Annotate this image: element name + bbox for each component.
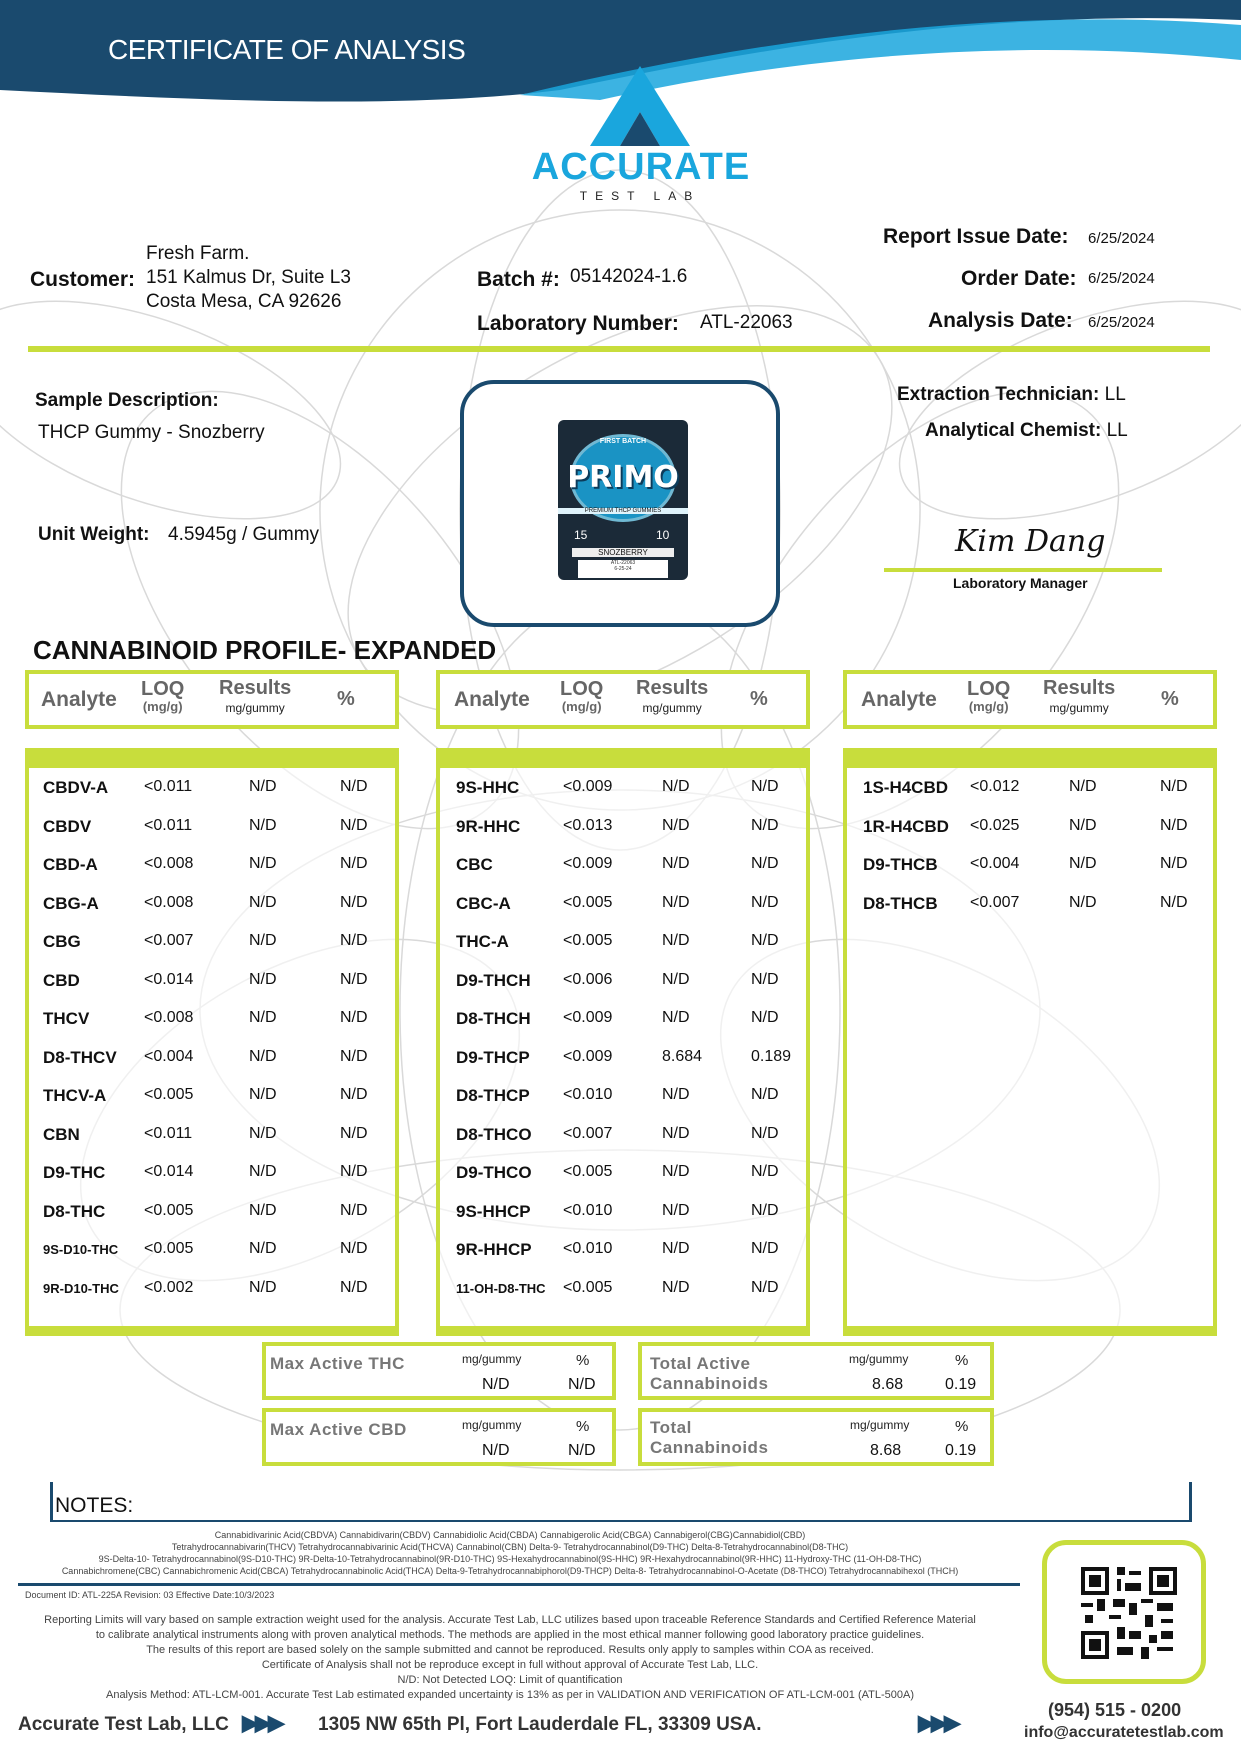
max-cbd-box — [262, 1408, 616, 1466]
cell-analyte: 9R-HHC — [456, 816, 521, 836]
order-date-value: 6/25/2024 — [1088, 270, 1155, 287]
unit-weight-label: Unit Weight: — [38, 524, 150, 545]
order-date-label: Order Date: — [961, 267, 1077, 290]
disclaimer-4: Certificate of Analysis shall not be reproduce except in full without approval of Accurate Test Lab, LLC. — [261, 1659, 759, 1671]
header-results: Results mg/gummy — [1043, 677, 1116, 715]
cell-pct: N/D — [340, 855, 368, 872]
max-cbd-pct: N/D — [568, 1442, 596, 1459]
notes-box — [50, 1482, 1192, 1522]
table-row — [440, 961, 806, 1000]
signature-line — [884, 568, 1162, 572]
footer-email[interactable]: info@accuratetestlab.com — [1024, 1724, 1224, 1741]
cell-analyte: THCV — [43, 1009, 90, 1028]
max-thc-box — [262, 1342, 616, 1400]
disclaimer-2: to calibrate analytical instruments along with proven analytical methods. The methods are applied in the most ethical manner following good laboratory practice guidelines. — [95, 1629, 925, 1641]
total-active-box — [638, 1342, 994, 1400]
product-package — [558, 420, 688, 580]
cell-result: N/D — [249, 1086, 277, 1103]
cell-pct: N/D — [340, 816, 368, 834]
cell-analyte: THCV-A — [43, 1086, 107, 1105]
cell-result: N/D — [249, 893, 277, 911]
glossary-line-3: 9S-Delta-10- Tetrahydrocannabinol(9S-D10-THC) 9R-Delta-10-Tetrahydrocannabinol(9R-D10-THC) 9S-Hexahydrocannabinol(9S-HHC) 9R-Hexahydrocannabinol(9R-HHC) 11-Hydroxy-THC (11-OH-D8-THC) — [98, 1554, 922, 1564]
cell-analyte: D8-THCO — [456, 1124, 532, 1144]
table-row — [29, 1230, 395, 1269]
cell-result: N/D — [249, 816, 277, 834]
cell-analyte: CBD-A — [43, 855, 98, 874]
cell-loq: <0.010 — [563, 1201, 613, 1219]
package-count-left: 15 — [574, 528, 588, 542]
cell-result: N/D — [662, 855, 690, 872]
cell-result: N/D — [249, 1163, 277, 1180]
doc-id: Document ID: ATL-225A Revision: 03 Effective Date:10/3/2023 — [25, 1590, 275, 1600]
disclaimer-5: N/D: Not Detected LOQ: Limit of quantification — [397, 1674, 623, 1686]
cell-analyte: CBD — [43, 970, 80, 990]
chevron-right-icon: ▶▶▶ — [918, 1710, 957, 1735]
extraction-tech-label: Extraction Technician: — [897, 384, 1100, 405]
section-title: CANNABINOID PROFILE- EXPANDED — [33, 635, 497, 665]
max-cbd-label: Max Active CBD — [270, 1420, 407, 1439]
footer-company: Accurate Test Lab, LLC — [18, 1714, 229, 1735]
cell-result: N/D — [662, 778, 690, 795]
cell-result: N/D — [1069, 816, 1097, 834]
sticker-line1: ATL-22063 — [610, 560, 636, 566]
cell-result: N/D — [1069, 893, 1097, 911]
cell-loq: <0.009 — [563, 1009, 613, 1026]
table-row — [440, 884, 806, 923]
panel-body — [436, 748, 810, 1336]
table-row — [847, 845, 1213, 884]
batch-value: 05142024-1.6 — [570, 266, 688, 287]
cell-pct: N/D — [751, 855, 779, 872]
cell-analyte: CBG — [43, 932, 81, 951]
cell-loq: <0.013 — [563, 816, 613, 834]
cell-analyte: D8-THCB — [863, 893, 938, 913]
max-cbd-unit-mg: mg/gummy — [462, 1418, 522, 1432]
cell-pct: N/D — [751, 1086, 779, 1103]
batch-label: Batch #: — [477, 268, 560, 291]
cell-loq: <0.005 — [563, 893, 613, 911]
chemist-value: LL — [1101, 420, 1128, 441]
table-row — [440, 768, 806, 807]
table-row — [847, 768, 1213, 807]
cell-result: N/D — [662, 893, 690, 911]
cell-result: N/D — [662, 1086, 690, 1103]
cell-analyte: 9R-D10-THC — [43, 1280, 119, 1296]
analysis-date-value: 6/25/2024 — [1088, 314, 1155, 331]
cell-pct: N/D — [751, 1124, 779, 1142]
cell-analyte: CBN — [43, 1124, 80, 1144]
table-row — [440, 1153, 806, 1192]
cell-result: N/D — [1069, 778, 1097, 795]
cell-pct: N/D — [751, 893, 779, 911]
cell-analyte: 1S-H4CBD — [863, 778, 949, 797]
sample-desc-label: Sample Description: — [35, 390, 219, 411]
cell-result: N/D — [662, 1240, 690, 1257]
cell-loq: <0.008 — [144, 855, 194, 872]
lab-number-value: ATL-22063 — [700, 312, 793, 333]
cell-analyte: 9S-D10-THC — [43, 1242, 119, 1257]
cell-result: N/D — [662, 1124, 690, 1142]
logo-icon — [590, 66, 690, 148]
cell-pct: N/D — [1160, 816, 1188, 834]
total-active-unit-mg: mg/gummy — [849, 1352, 909, 1366]
panel-header — [25, 670, 399, 729]
package-top-text: FIRST BATCH — [599, 438, 647, 445]
cell-loq: <0.007 — [970, 893, 1020, 911]
total-label1: Total — [650, 1418, 692, 1437]
cell-analyte: CBG-A — [43, 893, 99, 913]
cell-pct: N/D — [751, 778, 779, 795]
report-issue-value: 6/25/2024 — [1088, 230, 1155, 247]
package-sub: PREMIUM THCP GUMMIES — [558, 508, 688, 514]
cell-loq: <0.004 — [144, 1047, 194, 1065]
table-row — [29, 1269, 395, 1308]
qr-code-frame — [1042, 1540, 1206, 1684]
table-row — [440, 1038, 806, 1077]
cell-pct: N/D — [751, 1240, 779, 1257]
max-thc-unit-mg: mg/gummy — [462, 1352, 522, 1366]
cell-pct: N/D — [340, 1086, 368, 1103]
analytical-chemist — [925, 420, 1128, 442]
cell-loq: <0.005 — [563, 1278, 613, 1296]
max-thc-unit-pct: % — [576, 1352, 590, 1369]
cell-loq: <0.009 — [563, 778, 613, 795]
glossary-line-2: Tetrahydrocannabivarin(THCV) Tetrahydrocannabivarinic Acid(THCVA) Cannabinol(CBN) Delta-9- Tetrahydrocannabinol(D9-THC) Delta-8-Tetrahydrocannabinol(D8-THC) — [171, 1542, 849, 1552]
total-mg: 8.68 — [870, 1442, 902, 1459]
package-sticker — [578, 560, 668, 578]
cell-pct: N/D — [340, 1124, 368, 1142]
customer-label: Customer: — [30, 268, 136, 291]
cell-analyte: D9-THCP — [456, 1047, 530, 1067]
cell-analyte: D8-THC — [43, 1201, 106, 1221]
cell-loq: <0.005 — [563, 932, 613, 949]
cell-result: N/D — [249, 932, 277, 949]
cell-loq: <0.009 — [563, 855, 613, 872]
max-thc-mg: N/D — [482, 1376, 510, 1393]
cell-result: N/D — [249, 1278, 277, 1296]
total-unit-mg: mg/gummy — [850, 1418, 910, 1432]
logo-name: ACCURATE — [531, 146, 751, 188]
qr-code-icon[interactable] — [1081, 1567, 1177, 1659]
header-loq: LOQ (mg/g) — [967, 678, 1011, 714]
extraction-tech — [897, 384, 1126, 406]
cell-result: N/D — [249, 855, 277, 872]
total-active-pct: 0.19 — [945, 1376, 977, 1393]
cell-analyte: D8-THCH — [456, 1009, 531, 1028]
cell-result: N/D — [249, 1124, 277, 1142]
cell-loq: <0.014 — [144, 1163, 194, 1180]
cell-loq: <0.007 — [144, 932, 194, 949]
cell-analyte: 1R-H4CBD — [863, 816, 949, 836]
cell-result: N/D — [662, 970, 690, 988]
total-active-label2: Cannabinoids — [650, 1374, 769, 1393]
lab-number-label: Laboratory Number: — [477, 312, 679, 335]
cell-pct: N/D — [1160, 855, 1188, 872]
notes-label: NOTES: — [55, 1494, 134, 1517]
cell-analyte: 9R-HHCP — [456, 1240, 532, 1259]
report-issue-label: Report Issue Date: — [883, 225, 1069, 248]
max-cbd-unit-pct: % — [576, 1418, 590, 1435]
signature: Kim Dang — [955, 524, 1106, 559]
cell-loq: <0.007 — [563, 1124, 613, 1142]
cell-loq: <0.006 — [563, 970, 613, 988]
cell-loq: <0.025 — [970, 816, 1020, 834]
cell-pct: N/D — [340, 1009, 368, 1026]
cell-loq: <0.005 — [563, 1163, 613, 1180]
package-flavor: SNOZBERRY — [572, 548, 674, 557]
header-loq: LOQ (mg/g) — [141, 678, 185, 714]
analysis-date-label: Analysis Date: — [928, 309, 1073, 332]
cell-pct: 0.189 — [751, 1047, 792, 1065]
table-row — [29, 961, 395, 1000]
header-analyte: Analyte — [454, 688, 530, 711]
cell-analyte: 9S-HHC — [456, 778, 520, 797]
cell-result: N/D — [1069, 855, 1097, 872]
cell-pct: N/D — [340, 1163, 368, 1180]
footer-address: 1305 NW 65th Pl, Fort Lauderdale FL, 33309 USA. — [318, 1714, 762, 1735]
disclaimer-3: The results of this report are based solely on the sample submitted and cannot be reproduced. Results only apply to samples within COA as received. — [146, 1644, 874, 1656]
panel-header — [843, 670, 1217, 729]
cell-pct: N/D — [340, 1201, 368, 1219]
cell-loq: <0.012 — [970, 778, 1020, 795]
table-row — [440, 1269, 806, 1308]
max-thc-pct: N/D — [568, 1376, 596, 1393]
sticker-line2: 6-25-24 — [614, 566, 632, 572]
extraction-tech-value: LL — [1099, 384, 1126, 405]
cell-analyte: D9-THCH — [456, 970, 531, 990]
footer-phone[interactable]: (954) 515 - 0200 — [1048, 1700, 1182, 1720]
chevron-right-icon: ▶▶▶ — [242, 1710, 281, 1735]
table-row — [29, 845, 395, 884]
table-row — [440, 1230, 806, 1269]
header-pct: % — [1161, 688, 1179, 710]
package-count-right: 10 — [656, 528, 670, 542]
disclaimer-6: Analysis Method: ATL-LCM-001. Accurate Test Lab estimated expanded uncertainty is 13% as per in VALIDATION AND VERIFICATION OF ATL-LCM-001 (ATL-500A) — [105, 1689, 915, 1701]
cell-result: N/D — [662, 1163, 690, 1180]
header-pct: % — [750, 688, 768, 710]
glossary-line-1: Cannabidivarinic Acid(CBDVA) Cannabidivarin(CBDV) Cannabidiolic Acid(CBDA) Cannabigerolic Acid(CBGA) Cannabigerol(CBG)Cannabidiol(CBD) — [214, 1530, 806, 1540]
table-row — [440, 922, 806, 961]
chemist-label: Analytical Chemist: — [925, 420, 1102, 441]
cell-pct: N/D — [340, 1047, 368, 1065]
cell-loq: <0.011 — [144, 816, 193, 834]
cell-result: N/D — [662, 816, 690, 834]
table-row — [440, 1076, 806, 1115]
package-brand: PRIMO — [567, 460, 679, 495]
glossary-line-4: Cannabichromene(CBC) Cannabichromenic Acid(CBCA) Tetrahydrocannabinolic Acid(THCA) Delta-9-Tetrahydrocannabiphorol(D9-THCP) Delta-8- Tetrahydrocannabinol-O-Acetate (D8-THCO) Tetrahydrocannabihexol (THCH) — [61, 1566, 959, 1576]
cell-analyte: CBC-A — [456, 893, 511, 913]
table-row — [29, 1038, 395, 1077]
unit-weight-value: 4.5945g / Gummy — [168, 524, 320, 545]
cell-loq: <0.002 — [144, 1278, 194, 1296]
cell-result: N/D — [249, 1047, 277, 1065]
table-row — [29, 1192, 395, 1231]
disclaimer-1: Reporting Limits will vary based on sample extraction weight used for the analysis. Accurate Test Lab, LLC utilizes based upon traceable Reference Standards and Certified Reference Material — [44, 1614, 976, 1626]
total-pct: 0.19 — [945, 1442, 977, 1459]
cell-analyte: D8-THCV — [43, 1047, 117, 1067]
total-unit-pct: % — [955, 1418, 969, 1435]
cell-loq: <0.005 — [144, 1240, 194, 1257]
cell-pct: N/D — [751, 970, 779, 988]
product-image-frame — [460, 380, 780, 627]
cell-pct: N/D — [340, 1240, 368, 1257]
cell-pct: N/D — [340, 1278, 368, 1296]
table-row — [440, 807, 806, 846]
table-row — [29, 1153, 395, 1192]
cell-result: N/D — [249, 970, 277, 988]
cell-analyte: D9-THC — [43, 1163, 106, 1182]
header-results: Results mg/gummy — [636, 677, 709, 715]
panel-header — [436, 670, 810, 729]
cell-loq: <0.011 — [144, 1124, 193, 1142]
cell-result: N/D — [662, 932, 690, 949]
table-row — [440, 1115, 806, 1154]
total-cannabinoids-box — [638, 1408, 994, 1466]
total-active-unit-pct: % — [955, 1352, 969, 1369]
customer-name: Fresh Farm. — [146, 243, 250, 264]
cell-loq: <0.008 — [144, 1009, 194, 1026]
cell-analyte: THC-A — [456, 932, 509, 951]
table-row — [29, 768, 395, 807]
cell-pct: N/D — [340, 932, 368, 949]
table-row — [440, 1192, 806, 1231]
cell-result: N/D — [662, 1278, 690, 1296]
cell-result: N/D — [249, 1009, 277, 1026]
cell-pct: N/D — [751, 1201, 779, 1219]
max-thc-label: Max Active THC — [270, 1354, 405, 1373]
cell-result: N/D — [249, 1201, 277, 1219]
table-row — [29, 1115, 395, 1154]
page-title: CERTIFICATE OF ANALYSIS — [108, 34, 466, 65]
cell-analyte: D9-THCO — [456, 1163, 532, 1182]
cell-loq: <0.004 — [970, 855, 1020, 872]
cell-loq: <0.014 — [144, 970, 194, 988]
cell-pct: N/D — [340, 778, 368, 795]
cell-analyte: D8-THCP — [456, 1086, 530, 1105]
table-row — [847, 807, 1213, 846]
header-results: Results mg/gummy — [219, 677, 292, 715]
sample-desc-value: THCP Gummy - Snozberry — [38, 422, 265, 443]
table-row — [29, 1076, 395, 1115]
cell-pct: N/D — [751, 932, 779, 949]
logo-sub: TEST LAB — [579, 189, 701, 203]
cell-analyte: CBC — [456, 855, 493, 874]
panel-body — [25, 748, 399, 1336]
header-analyte: Analyte — [41, 688, 117, 711]
table-row — [440, 999, 806, 1038]
cell-pct: N/D — [1160, 893, 1188, 911]
table-row — [29, 884, 395, 923]
cell-loq: <0.009 — [563, 1047, 613, 1065]
header-loq: LOQ (mg/g) — [560, 678, 604, 714]
cell-pct: N/D — [751, 1163, 779, 1180]
customer-address-line2: Costa Mesa, CA 92626 — [146, 291, 342, 312]
table-row — [29, 999, 395, 1038]
panel-body — [843, 748, 1217, 1336]
cell-result: N/D — [249, 778, 277, 795]
cell-loq: <0.011 — [144, 778, 193, 795]
header-pct: % — [337, 688, 355, 710]
divider-line — [28, 346, 1210, 352]
cell-result: 8.684 — [662, 1047, 703, 1065]
cell-result: N/D — [249, 1240, 277, 1257]
cell-loq: <0.008 — [144, 893, 194, 911]
table-row — [440, 845, 806, 884]
cell-analyte: CBDV-A — [43, 778, 109, 797]
cell-analyte: D9-THCB — [863, 855, 938, 874]
cell-loq: <0.010 — [563, 1240, 613, 1257]
cell-loq: <0.005 — [144, 1201, 194, 1219]
cell-analyte: CBDV — [43, 816, 92, 836]
total-active-mg: 8.68 — [872, 1376, 904, 1393]
table-row — [29, 807, 395, 846]
total-label2: Cannabinoids — [650, 1438, 769, 1457]
cell-pct: N/D — [1160, 778, 1188, 795]
cell-loq: <0.010 — [563, 1086, 613, 1103]
cell-result: N/D — [662, 1009, 690, 1026]
cell-loq: <0.005 — [144, 1086, 194, 1103]
cell-result: N/D — [662, 1201, 690, 1219]
cell-pct: N/D — [751, 816, 779, 834]
max-cbd-mg: N/D — [482, 1442, 510, 1459]
table-row — [847, 884, 1213, 923]
cell-pct: N/D — [751, 1009, 779, 1026]
cell-pct: N/D — [751, 1278, 779, 1296]
notes-underline — [18, 1583, 1020, 1586]
cell-pct: N/D — [340, 893, 368, 911]
cell-analyte: 11-OH-D8-THC — [456, 1280, 546, 1296]
manager-label: Laboratory Manager — [953, 575, 1088, 591]
cell-pct: N/D — [340, 970, 368, 988]
total-active-label1: Total Active — [650, 1354, 751, 1373]
table-row — [29, 922, 395, 961]
header-analyte: Analyte — [861, 688, 937, 711]
customer-address-line1: 151 Kalmus Dr, Suite L3 — [146, 267, 351, 288]
cell-analyte: 9S-HHCP — [456, 1201, 531, 1221]
